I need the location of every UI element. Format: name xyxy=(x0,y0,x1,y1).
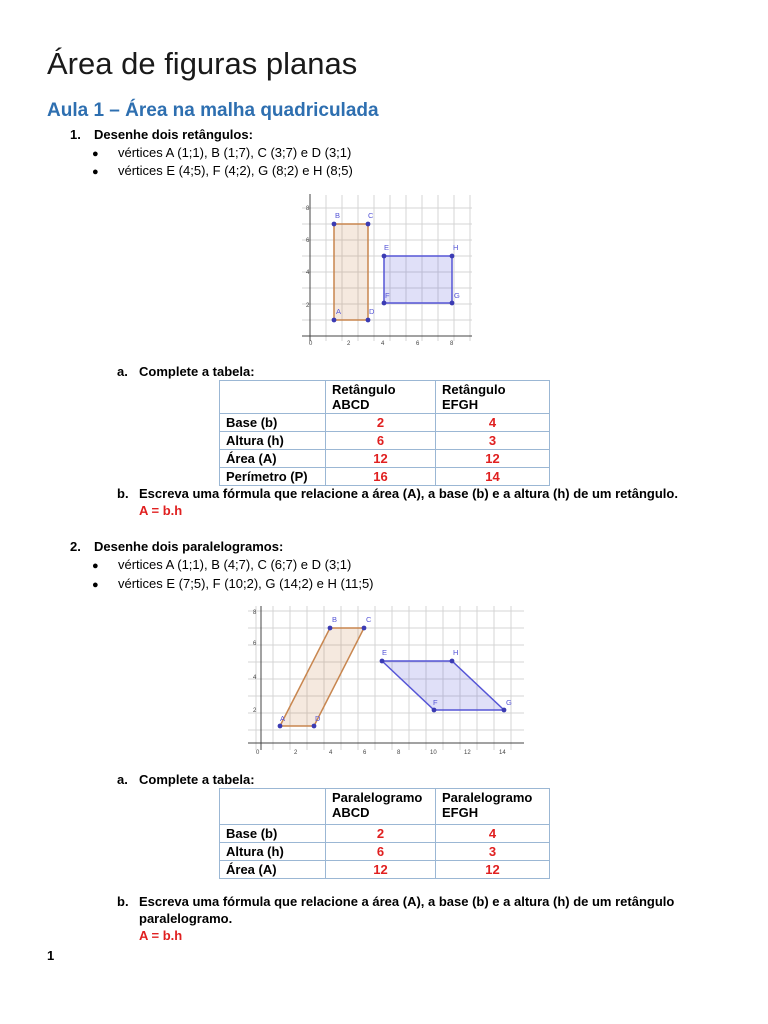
row-label: Altura (h) xyxy=(220,432,326,450)
table-header-cell xyxy=(220,789,326,825)
answer-cell: 6 xyxy=(326,432,436,450)
table-row xyxy=(220,825,550,843)
point-label: H xyxy=(453,648,459,657)
vertex-point xyxy=(432,708,437,713)
parallelogram-efgh xyxy=(382,661,504,710)
q2-formula-answer: A = b.h xyxy=(139,928,183,943)
grid xyxy=(248,606,524,750)
table-parallelograms xyxy=(219,788,550,879)
vertex-point xyxy=(328,626,333,631)
x-tick-label: 8 xyxy=(397,750,401,756)
q2-bullet-1 xyxy=(92,557,351,572)
vertex-point xyxy=(450,254,455,259)
q1-part-a-letter: a. xyxy=(117,364,128,379)
q1-part-b xyxy=(117,486,678,501)
q1-bullet-1-text: vértices A (1;1), B (1;7), C (3;7) e D (3;1) xyxy=(118,145,352,160)
y-tick-label: 8 xyxy=(306,206,310,212)
point-label: C xyxy=(368,211,374,220)
vertex-point xyxy=(312,724,317,729)
table-header-cell: Paralelogramo ABCD xyxy=(326,789,436,825)
q2-part-b-text: Escreva uma fórmula que relacione a área (A), a base (b) e a altura (h) de um retângulo xyxy=(139,894,675,909)
rectangle-efgh xyxy=(384,256,452,303)
q2-part-a-letter: a. xyxy=(117,772,128,787)
answer-cell: 2 xyxy=(326,414,436,432)
answer-cell: 14 xyxy=(436,468,550,486)
table-row xyxy=(220,843,550,861)
row-label: Área (A) xyxy=(220,450,326,468)
answer-cell: 16 xyxy=(326,468,436,486)
vertex-point xyxy=(382,301,387,306)
q2-part-b xyxy=(117,894,674,909)
vertex-point xyxy=(366,222,371,227)
table-rectangles xyxy=(219,380,550,486)
vertex-point xyxy=(502,708,507,713)
table-row xyxy=(220,432,550,450)
y-tick-label: 2 xyxy=(253,708,257,714)
point-label: F xyxy=(385,291,390,300)
answer-cell: 12 xyxy=(436,861,550,879)
question-2 xyxy=(70,539,283,554)
row-label: Base (b) xyxy=(220,414,326,432)
point-label: E xyxy=(384,243,390,252)
q1-bullet-2 xyxy=(92,163,353,178)
answer-cell: 12 xyxy=(436,450,550,468)
q2-bullet-2-text: vértices E (7;5), F (10;2), G (14;2) e H (11;5) xyxy=(118,576,374,591)
y-tick-label: 2 xyxy=(306,303,310,309)
q1-part-a xyxy=(117,364,255,379)
question-2-number: 2. xyxy=(70,539,81,554)
q2-part-a-text: Complete a tabela: xyxy=(139,772,255,787)
q1-bullet-1 xyxy=(92,145,351,160)
x-tick-label: 12 xyxy=(464,750,471,756)
bullet-icon: ● xyxy=(92,579,99,591)
vertex-point xyxy=(332,222,337,227)
point-label: G xyxy=(506,698,512,707)
table-header-row xyxy=(220,381,550,414)
x-tick-label: 6 xyxy=(363,750,367,756)
point-label: A xyxy=(336,307,342,316)
vertex-point xyxy=(450,659,455,664)
table-header-cell: Paralelogramo EFGH xyxy=(436,789,550,825)
q1-formula-answer: A = b.h xyxy=(139,503,183,518)
x-tick-label: 4 xyxy=(381,341,385,347)
vertex-point xyxy=(362,626,367,631)
answer-cell: 12 xyxy=(326,861,436,879)
page-title: Área de figuras planas xyxy=(47,46,358,81)
point-label: F xyxy=(433,698,438,707)
bullet-icon: ● xyxy=(92,148,99,160)
vertex-point xyxy=(382,254,387,259)
answer-cell: 12 xyxy=(326,450,436,468)
vertex-point xyxy=(450,301,455,306)
bullet-icon: ● xyxy=(92,560,99,572)
q1-part-b-letter: b. xyxy=(117,486,129,501)
table-header-cell: Retângulo EFGH xyxy=(436,381,550,414)
x-tick-label: 6 xyxy=(416,341,420,347)
y-tick-label: 6 xyxy=(306,238,310,244)
answer-cell: 3 xyxy=(436,843,550,861)
point-label: B xyxy=(332,615,338,624)
point-label: D xyxy=(369,307,375,316)
figure-parallelograms xyxy=(244,602,524,760)
question-1-number: 1. xyxy=(70,127,81,142)
table-row xyxy=(220,414,550,432)
section-subtitle: Aula 1 – Área na malha quadriculada xyxy=(47,100,379,121)
vertex-point xyxy=(278,724,283,729)
x-tick-label: 14 xyxy=(499,750,506,756)
point-label: C xyxy=(366,615,372,624)
vertex-point xyxy=(366,318,371,323)
answer-cell: 3 xyxy=(436,432,550,450)
question-1 xyxy=(70,127,253,142)
x-tick-label: 2 xyxy=(294,750,298,756)
page-number: 1 xyxy=(47,948,55,963)
answer-cell: 6 xyxy=(326,843,436,861)
x-tick-label: 0 xyxy=(309,341,313,347)
q1-bullet-2-text: vértices E (4;5), F (4;2), G (8;2) e H (8;5) xyxy=(118,163,353,178)
table-row xyxy=(220,861,550,879)
table-header-row xyxy=(220,789,550,825)
y-tick-label: 8 xyxy=(253,610,257,616)
parallelogram-abcd xyxy=(280,628,364,726)
question-2-text: Desenhe dois paralelogramos: xyxy=(94,539,284,554)
q2-part-b-text-line2: paralelogramo. xyxy=(139,911,233,926)
answer-cell: 4 xyxy=(436,825,550,843)
q2-bullet-1-text: vértices A (1;1), B (4;7), C (6;7) e D (3;1) xyxy=(118,557,352,572)
y-tick-label: 4 xyxy=(306,270,310,276)
q2-part-b-letter: b. xyxy=(117,894,129,909)
row-label: Altura (h) xyxy=(220,843,326,861)
rectangle-abcd xyxy=(334,224,368,320)
q1-part-a-text: Complete a tabela: xyxy=(139,364,255,379)
vertex-point xyxy=(332,318,337,323)
point-label: D xyxy=(315,714,321,723)
x-tick-label: 0 xyxy=(256,750,260,756)
q2-bullet-2 xyxy=(92,576,374,591)
point-label: B xyxy=(335,211,341,220)
point-label: A xyxy=(280,714,286,723)
point-label: E xyxy=(382,648,388,657)
x-tick-label: 4 xyxy=(329,750,333,756)
y-tick-label: 6 xyxy=(253,641,257,647)
q1-part-b-text: Escreva uma fórmula que relacione a área (A), a base (b) e a altura (h) de um retângulo. xyxy=(139,486,678,501)
x-tick-label: 10 xyxy=(430,750,437,756)
x-tick-label: 8 xyxy=(450,341,454,347)
vertex-point xyxy=(380,659,385,664)
table-header-cell: Retângulo ABCD xyxy=(326,381,436,414)
table-header-cell xyxy=(220,381,326,414)
q2-part-a xyxy=(117,772,255,787)
table-row xyxy=(220,468,550,486)
answer-cell: 4 xyxy=(436,414,550,432)
row-label: Perímetro (P) xyxy=(220,468,326,486)
y-tick-label: 4 xyxy=(253,675,257,681)
question-1-text: Desenhe dois retângulos: xyxy=(94,127,253,142)
row-label: Base (b) xyxy=(220,825,326,843)
figure-rectangles xyxy=(296,190,472,352)
table-row xyxy=(220,450,550,468)
answer-cell: 2 xyxy=(326,825,436,843)
point-label: H xyxy=(453,243,459,252)
x-tick-label: 2 xyxy=(347,341,351,347)
point-label: G xyxy=(454,291,460,300)
row-label: Área (A) xyxy=(220,861,326,879)
bullet-icon: ● xyxy=(92,166,99,178)
